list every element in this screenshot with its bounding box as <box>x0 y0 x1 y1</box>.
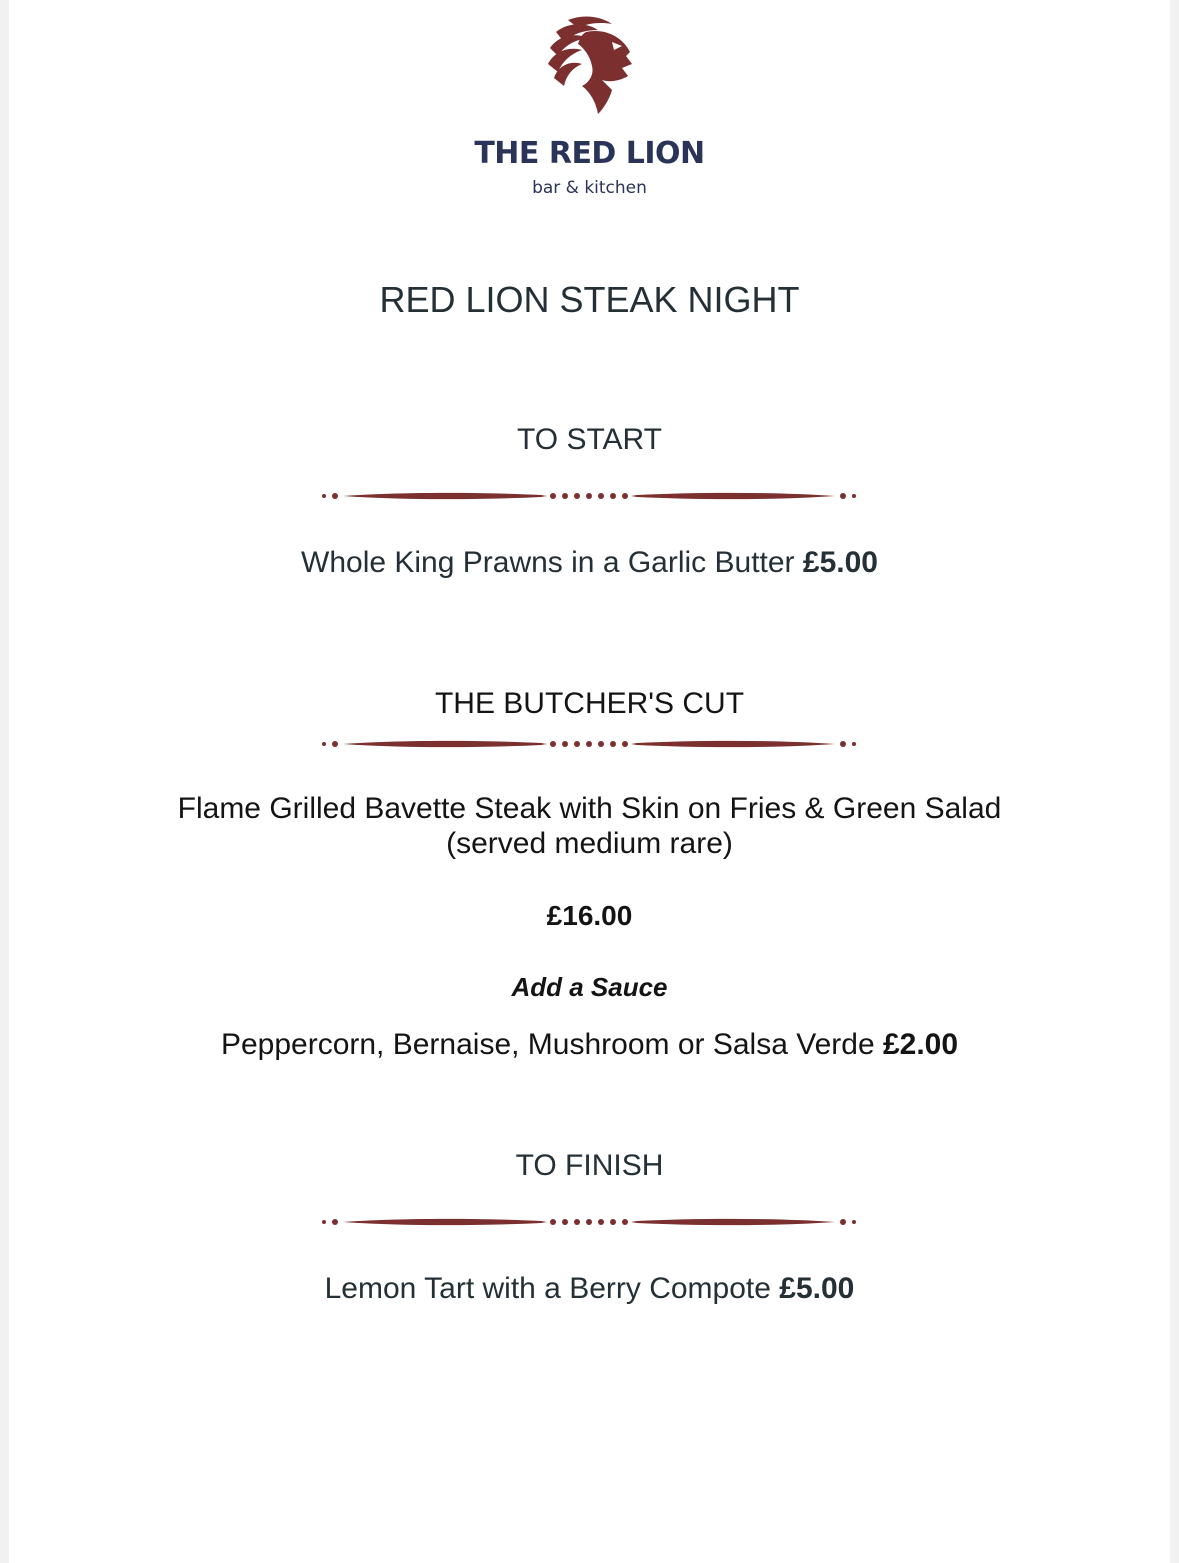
menu-item-prawns <box>0 545 1179 581</box>
ornamental-divider <box>319 489 859 503</box>
section-heading-to-finish: TO FINISH <box>515 1149 664 1182</box>
steak-price: £16.00 <box>546 900 633 931</box>
item-name: Lemon Tart with a Berry Compote <box>324 1272 771 1305</box>
sauce-list: Peppercorn, Bernaise, Mushroom or Salsa Verde <box>220 1028 875 1061</box>
item-price: £5.00 <box>802 546 878 579</box>
ornamental-divider <box>319 1215 859 1229</box>
menu-item-steak-line1: Flame Grilled Bavette Steak with Skin on Fries & Green Salad <box>177 792 1002 825</box>
menu-item-lemon-tart <box>0 1271 1179 1307</box>
sauce-price: £2.00 <box>882 1028 959 1061</box>
add-sauce-label: Add a Sauce <box>511 972 668 1002</box>
section-heading-butchers-cut: THE BUTCHER'S CUT <box>434 687 745 720</box>
menu-item-steak-line2: (served medium rare) <box>446 827 733 860</box>
brand-name: THE RED LION <box>474 136 705 171</box>
lion-head-icon <box>538 12 640 116</box>
brand-tagline: bar & kitchen <box>532 178 647 198</box>
menu-page <box>9 0 1170 1563</box>
item-price: £5.00 <box>779 1272 855 1305</box>
menu-title: RED LION STEAK NIGHT <box>379 279 800 320</box>
item-name: Whole King Prawns in a Garlic Butter <box>301 546 795 579</box>
ornamental-divider <box>319 737 859 751</box>
section-heading-to-start: TO START <box>516 423 663 456</box>
sauce-options <box>0 1027 1179 1063</box>
